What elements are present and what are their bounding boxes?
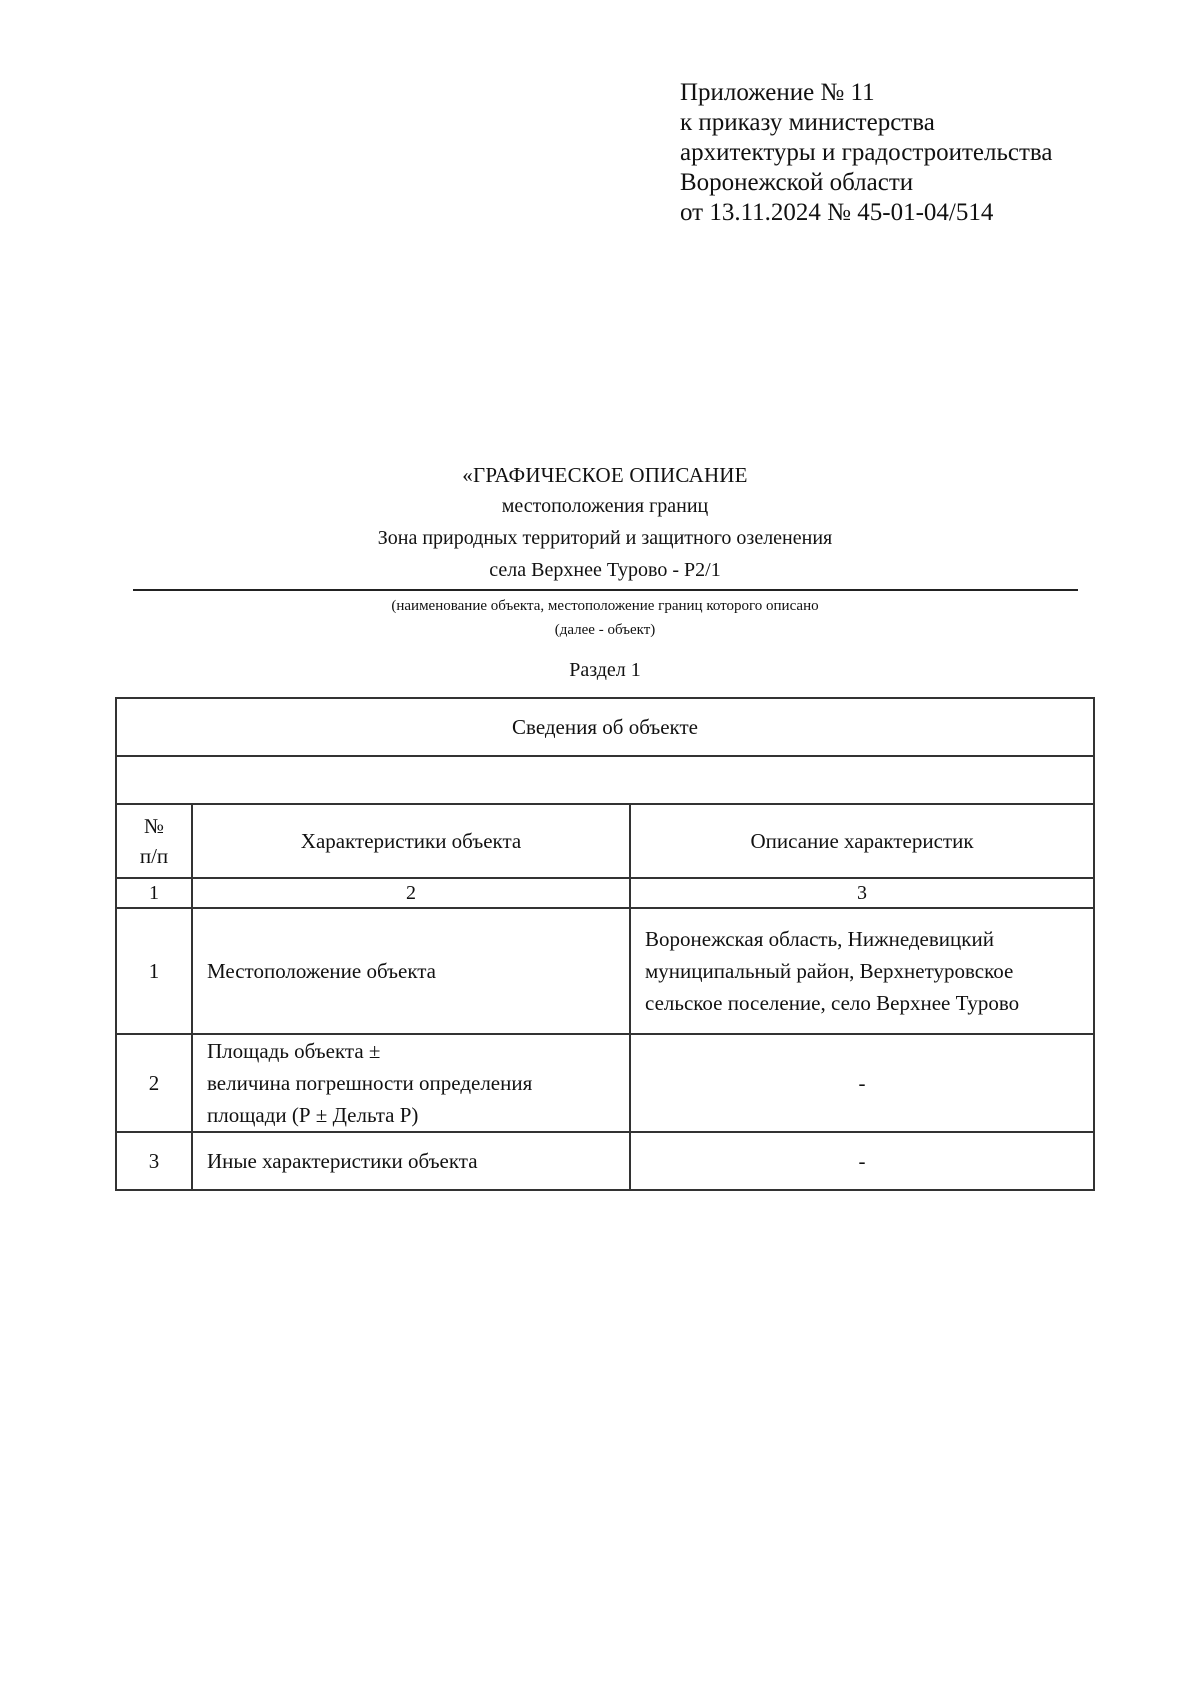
appendix-line: от 13.11.2024 № 45-01-04/514	[680, 199, 994, 226]
title-line: села Верхнее Турово - Р2/1	[489, 559, 721, 581]
section-title: Раздел 1	[569, 659, 641, 681]
table-blank-cell	[116, 756, 1094, 804]
table-column-headers	[116, 804, 1094, 878]
table-blank-row	[116, 756, 1094, 804]
title-line: Зона природных территорий и защитного озеленения	[377, 527, 833, 549]
object-info-table	[115, 697, 1095, 1191]
row-description: Воронежская область, Нижнедевицкий муниципальный район, Верхнетуровское сельское поселение, село Верхнее Турово	[630, 908, 1094, 1034]
appendix-line: Воронежской области	[680, 169, 914, 196]
caption-line: (наименование объекта, местоположение границ которого описано	[391, 598, 819, 614]
title-line: местоположения границ	[501, 495, 709, 517]
table-header-row	[116, 698, 1094, 756]
row-number: 3	[116, 1132, 192, 1190]
column-header-num: № п/п	[116, 804, 192, 878]
column-number: 3	[630, 878, 1094, 908]
caption-line: (далее - объект)	[554, 622, 656, 638]
row-number: 2	[116, 1034, 192, 1132]
title-underline	[133, 589, 1078, 591]
row-characteristic: Иные характеристики объекта	[192, 1132, 630, 1190]
table-column-numbers	[116, 878, 1094, 908]
appendix-line: Приложение № 11	[680, 79, 875, 106]
table-row	[116, 908, 1094, 1034]
row-description: -	[630, 1132, 1094, 1190]
row-number: 1	[116, 908, 192, 1034]
object-caption	[130, 594, 1080, 642]
row-characteristic: Площадь объекта ± величина погрешности определения площади (Р ± Дельта Р)	[192, 1034, 630, 1132]
row-description: -	[630, 1034, 1094, 1132]
table-row	[116, 1132, 1094, 1190]
column-number: 2	[192, 878, 630, 908]
column-header-description: Описание характеристик	[630, 804, 1094, 878]
appendix-block	[680, 78, 1052, 228]
document-title-block	[130, 460, 1080, 586]
table-row	[116, 1034, 1094, 1132]
appendix-line: архитектуры и градостроительства	[680, 139, 1053, 166]
row-characteristic: Местоположение объекта	[192, 908, 630, 1034]
document-title: «ГРАФИЧЕСКОЕ ОПИСАНИЕ	[462, 463, 748, 487]
column-header-characteristics: Характеристики объекта	[192, 804, 630, 878]
appendix-line: к приказу министерства	[680, 109, 935, 136]
column-number: 1	[116, 878, 192, 908]
table-header: Сведения об объекте	[116, 698, 1094, 756]
